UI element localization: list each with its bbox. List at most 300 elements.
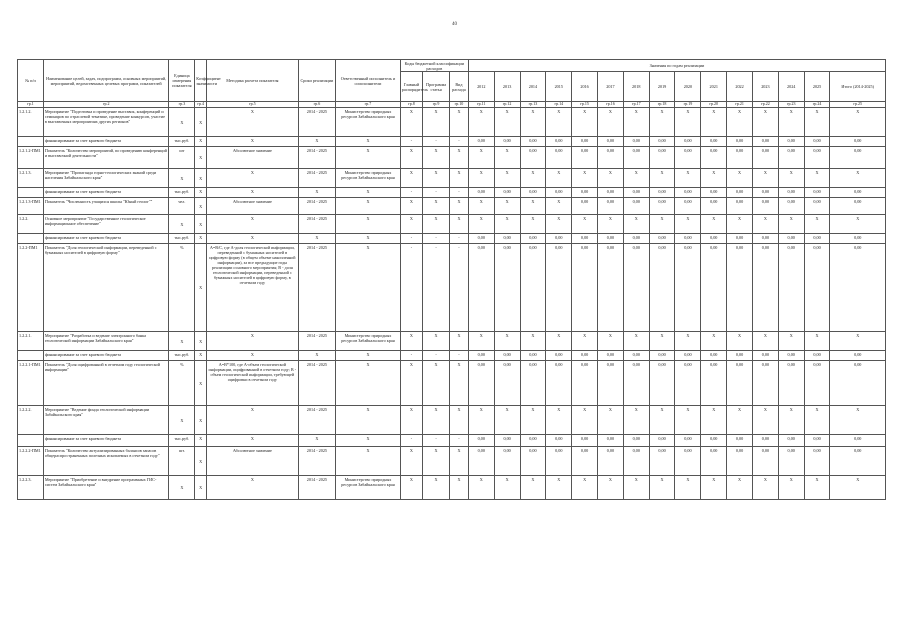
table-cell: 0,00 — [520, 137, 546, 147]
table-cell: 0,00 — [598, 435, 624, 447]
table-cell: Х — [778, 108, 804, 137]
table-cell: Х — [701, 108, 727, 137]
table-cell: Х — [830, 476, 886, 500]
table-cell: 0,00 — [727, 351, 753, 361]
table-cell: Х — [450, 215, 469, 234]
table-cell: Х — [649, 169, 675, 188]
table-cell: Х — [450, 169, 469, 188]
table-cell: 0,00 — [804, 188, 830, 198]
column-number: гр.2 — [43, 102, 169, 108]
table-cell: Х — [468, 215, 494, 234]
table-cell: Х — [298, 351, 336, 361]
table-row — [18, 198, 886, 215]
table-cell: Х — [207, 234, 299, 244]
table-cell: 0,00 — [520, 188, 546, 198]
table-cell: - — [400, 234, 422, 244]
table-cell: Х — [727, 169, 753, 188]
table-cell: Х — [400, 476, 422, 500]
table-cell: Х — [423, 198, 450, 215]
table-cell: 0,00 — [830, 198, 886, 215]
table-cell: 0,00 — [494, 435, 520, 447]
table-cell: 0,00 — [778, 244, 804, 332]
table-cell: Х — [400, 447, 422, 476]
table-cell: 0,00 — [649, 137, 675, 147]
table-cell: Х — [169, 108, 195, 137]
hdr-total: Итого (2014-2025) — [830, 72, 886, 102]
hdr-year: 2014 — [520, 72, 546, 102]
table-cell: Х — [830, 169, 886, 188]
table-cell: Х — [423, 476, 450, 500]
table-cell: Х — [468, 476, 494, 500]
table-cell: Х — [195, 188, 207, 198]
table-cell: 0,00 — [752, 435, 778, 447]
table-cell: - — [423, 137, 450, 147]
table-cell: шт. — [169, 447, 195, 476]
column-number: гр.4 — [195, 102, 207, 108]
table-cell: Х — [298, 234, 336, 244]
table-cell: 0,00 — [572, 244, 598, 332]
table-cell: 0,00 — [572, 198, 598, 215]
table-cell: Х — [336, 406, 401, 435]
table-cell: 0,00 — [778, 447, 804, 476]
page-number: 40 — [452, 22, 457, 27]
table-cell: Х — [195, 234, 207, 244]
table-cell: Х — [598, 215, 624, 234]
table-cell: Х — [195, 447, 207, 476]
column-number: гр.7 — [336, 102, 401, 108]
table-cell: - — [423, 188, 450, 198]
table-cell: 0,00 — [598, 234, 624, 244]
table-cell: Х — [546, 215, 572, 234]
table-cell: Х — [520, 169, 546, 188]
table-cell: Абсолютное значение — [207, 447, 299, 476]
table-cell: 0,00 — [649, 447, 675, 476]
table-cell: Х — [675, 215, 701, 234]
table-cell: - — [423, 435, 450, 447]
table-cell: 0,00 — [572, 234, 598, 244]
table-cell: 0,00 — [494, 244, 520, 332]
table-cell: 0,00 — [546, 435, 572, 447]
table-cell: Х — [423, 108, 450, 137]
table-cell: Х — [649, 332, 675, 351]
table-cell: - — [450, 244, 469, 332]
table-cell: Х — [450, 406, 469, 435]
table-cell: 0,00 — [830, 435, 886, 447]
hdr-bk-col: Главный распорядитель — [400, 72, 422, 102]
table-cell: 0,00 — [727, 447, 753, 476]
table-cell — [18, 351, 44, 361]
table-cell: Х — [468, 169, 494, 188]
column-number: гр.14 — [546, 102, 572, 108]
table-cell: 0,00 — [520, 234, 546, 244]
table-cell: Х — [468, 406, 494, 435]
table-cell: 0,00 — [649, 234, 675, 244]
column-number: гр.8 — [400, 102, 422, 108]
table-cell: 0,00 — [623, 188, 649, 198]
table-cell: 0,00 — [572, 351, 598, 361]
table-cell: 0,00 — [546, 351, 572, 361]
table-cell: Х — [494, 215, 520, 234]
column-number: гр.20 — [701, 102, 727, 108]
table-cell — [18, 188, 44, 198]
table-cell: Х — [701, 215, 727, 234]
table-cell: 0,00 — [598, 137, 624, 147]
table-cell: 0,00 — [830, 351, 886, 361]
table-cell: 0,00 — [752, 147, 778, 169]
table-cell: Х — [727, 108, 753, 137]
hdr-unit: Единица измерения показателя — [169, 60, 195, 102]
table-cell: 0,00 — [804, 435, 830, 447]
table-cell: 0,00 — [804, 447, 830, 476]
table-cell: - — [400, 137, 422, 147]
table-cell: Х — [400, 198, 422, 215]
table-cell: 2014 - 2025 — [298, 244, 336, 332]
table-cell: Х — [450, 108, 469, 137]
table-cell: 0,00 — [727, 234, 753, 244]
table-cell: 0,00 — [546, 147, 572, 169]
table-cell: Х — [778, 332, 804, 351]
table-cell: Х — [598, 108, 624, 137]
column-number: гр.6 — [298, 102, 336, 108]
table-row — [18, 406, 886, 435]
table-cell: - — [450, 435, 469, 447]
table-cell: Х — [830, 406, 886, 435]
table-cell: 2014 - 2025 — [298, 476, 336, 500]
table-cell: 0,00 — [520, 435, 546, 447]
table-cell: 0,00 — [598, 244, 624, 332]
table-cell: Х — [195, 476, 207, 500]
table-cell: 1.2.2-ПМ1 — [18, 244, 44, 332]
table-row — [18, 351, 886, 361]
table-row — [18, 108, 886, 137]
table-cell: Х — [195, 435, 207, 447]
table-cell: Х — [207, 137, 299, 147]
table-cell: Х — [494, 169, 520, 188]
table-cell: Х — [701, 332, 727, 351]
table-cell: финансирование за счет краевого бюджета — [43, 234, 169, 244]
table-cell: Х — [400, 147, 422, 169]
table-cell: Х — [207, 351, 299, 361]
table-cell: Х — [804, 476, 830, 500]
table-cell: 0,00 — [598, 198, 624, 215]
hdr-year: 2012 — [468, 72, 494, 102]
table-cell: 0,00 — [778, 361, 804, 406]
table-cell: Х — [804, 215, 830, 234]
table-cell: Х — [400, 169, 422, 188]
table-cell: Х — [727, 406, 753, 435]
table-cell: Х — [336, 234, 401, 244]
table-cell: финансирование за счет краевого бюджета — [43, 435, 169, 447]
table-cell: Х — [520, 198, 546, 215]
table-cell: 0,00 — [701, 234, 727, 244]
table-cell: 0,00 — [572, 188, 598, 198]
table-cell: Х — [598, 406, 624, 435]
table-cell: Х — [598, 332, 624, 351]
table-cell: 0,00 — [598, 188, 624, 198]
table-cell: Х — [207, 435, 299, 447]
table-cell: - — [400, 435, 422, 447]
column-number: гр.11 — [468, 102, 494, 108]
hdr-num: № п/п — [18, 60, 44, 102]
table-cell: А=В/С, где А-доля геологической информации, переведенной с бумажных носителей в цифровую форму (в общем объеме накопленной информации), за все предыдущие годы реализации основного мероприятия; В - доля геологической информации, переведенной с бумажных носителей в цифровую форму, в отчетном году — [207, 244, 299, 332]
table-cell: 1.2.2.2. — [18, 406, 44, 435]
table-cell: 0,00 — [752, 188, 778, 198]
table-cell: Х — [830, 332, 886, 351]
table-cell: 0,00 — [675, 234, 701, 244]
table-cell: 0,00 — [623, 234, 649, 244]
table-cell: Х — [423, 361, 450, 406]
hdr-method: Методика расчета показателя — [207, 60, 299, 102]
table-cell: 0,00 — [468, 234, 494, 244]
table-cell: 0,00 — [546, 244, 572, 332]
table-cell: Х — [675, 108, 701, 137]
table-cell: Х — [701, 476, 727, 500]
table-cell: Х — [572, 215, 598, 234]
table-cell: Х — [195, 137, 207, 147]
table-cell: Х — [701, 406, 727, 435]
table-cell — [18, 137, 44, 147]
table-cell: 0,00 — [598, 361, 624, 406]
table-cell: Х — [546, 476, 572, 500]
table-cell: Х — [752, 215, 778, 234]
table-cell: 0,00 — [752, 361, 778, 406]
table-cell: А=В*100, где А-объем геологической информации, оцифрованной в отчетном году; В - объем геологической информации, требующей оцифровки в отчетном году — [207, 361, 299, 406]
table-cell: - — [423, 234, 450, 244]
table-cell: 0,00 — [830, 147, 886, 169]
table-cell: Показатель "Количество мероприятий, по проведению конференций и выставочной деятельности" — [43, 147, 169, 169]
table-row — [18, 332, 886, 351]
table-cell: 0,00 — [623, 361, 649, 406]
table-cell: 0,00 — [520, 447, 546, 476]
table-cell: Х — [572, 108, 598, 137]
column-number: гр.17 — [623, 102, 649, 108]
table-cell: Х — [169, 476, 195, 500]
table-cell: Министерство природных ресурсов Забайкальского края — [336, 169, 401, 188]
table-cell: Х — [675, 169, 701, 188]
table-cell: Х — [207, 188, 299, 198]
table-cell: 0,00 — [468, 188, 494, 198]
table-cell: Х — [195, 406, 207, 435]
hdr-coef: Коэффициент значимости — [195, 60, 207, 102]
table-cell: 0,00 — [623, 147, 649, 169]
table-cell: Х — [752, 476, 778, 500]
table-cell: 0,00 — [830, 361, 886, 406]
table-cell: 0,00 — [623, 447, 649, 476]
table-cell: Х — [423, 169, 450, 188]
table-cell: Х — [623, 215, 649, 234]
table-cell: 0,00 — [778, 198, 804, 215]
table-cell: Х — [520, 215, 546, 234]
table-cell: Х — [207, 332, 299, 351]
column-number: гр.25 — [830, 102, 886, 108]
table-cell: Мероприятие "Разработка и ведение электронного банка геологической информации Забайкальского края" — [43, 332, 169, 351]
table-cell: 0,00 — [752, 244, 778, 332]
table-cell: Х — [494, 406, 520, 435]
column-number: гр.19 — [675, 102, 701, 108]
table-cell: - — [450, 137, 469, 147]
table-cell: Х — [494, 332, 520, 351]
table-cell: Х — [450, 476, 469, 500]
table-cell: Х — [400, 108, 422, 137]
hdr-bk-col: Вид расхода — [450, 72, 469, 102]
table-cell: Х — [804, 169, 830, 188]
table-cell: 0,00 — [752, 198, 778, 215]
table-cell: 0,00 — [572, 147, 598, 169]
table-cell: Х — [572, 476, 598, 500]
table-cell: Мероприятие "Ведение фонда геологической информации Забайкальского края" — [43, 406, 169, 435]
table-cell: 0,00 — [830, 188, 886, 198]
table-cell: 0,00 — [572, 435, 598, 447]
table-cell: 1.2.2.1-ПМ1 — [18, 361, 44, 406]
table-cell: Х — [423, 332, 450, 351]
hdr-year: 2013 — [494, 72, 520, 102]
hdr-year: 2018 — [623, 72, 649, 102]
table-cell: 0,00 — [546, 188, 572, 198]
table-cell: - — [450, 351, 469, 361]
table-cell: - — [450, 188, 469, 198]
hdr-period: Сроки реализации — [298, 60, 336, 102]
table-cell: Х — [169, 169, 195, 188]
table-cell: Х — [298, 137, 336, 147]
table-cell: Х — [468, 147, 494, 169]
table-cell: 0,00 — [649, 147, 675, 169]
table-cell: Министерство природных ресурсов Забайкальского края — [336, 332, 401, 351]
table-cell: 0,00 — [701, 188, 727, 198]
table-cell: Х — [336, 188, 401, 198]
table-cell: 0,00 — [520, 361, 546, 406]
table-cell: 0,00 — [701, 198, 727, 215]
table-cell: 0,00 — [494, 361, 520, 406]
hdr-year: 2025 — [804, 72, 830, 102]
hdr-years-group: Значения по годам реализации — [468, 60, 885, 72]
table-cell: Х — [207, 406, 299, 435]
table-cell: Х — [195, 147, 207, 169]
table-cell: 0,00 — [727, 244, 753, 332]
table-cell: Мероприятие "Подготовка и проведение выставок, конференций и семинаров по отраслевой тематике, проведение конкурсов, участие в выставочных мероприятиях других регионов" — [43, 108, 169, 137]
hdr-year: 2015 — [546, 72, 572, 102]
table-cell: 0,00 — [701, 351, 727, 361]
table-cell: Основное мероприятие "Государственное геологическое информационное обеспечение" — [43, 215, 169, 234]
table-cell: Х — [623, 108, 649, 137]
table-cell: Х — [494, 108, 520, 137]
table-cell: Х — [195, 332, 207, 351]
table-cell: Х — [169, 406, 195, 435]
table-cell: Х — [169, 215, 195, 234]
table-row — [18, 234, 886, 244]
table-row — [18, 137, 886, 147]
table-cell: 0,00 — [701, 361, 727, 406]
table-cell: Х — [675, 332, 701, 351]
table-cell: 0,00 — [468, 447, 494, 476]
table-cell: финансирование за счет краевого бюджета — [43, 137, 169, 147]
table-cell: Х — [752, 406, 778, 435]
column-number: гр.12 — [494, 102, 520, 108]
table-cell: 2014 - 2025 — [298, 108, 336, 137]
table-cell: 2014 - 2025 — [298, 147, 336, 169]
table-cell: Х — [649, 215, 675, 234]
hdr-executor: Ответственный исполнитель и соисполнители — [336, 60, 401, 102]
hdr-year: 2024 — [778, 72, 804, 102]
table-cell: 0,00 — [572, 137, 598, 147]
table-cell: 0,00 — [701, 137, 727, 147]
table-cell: Х — [450, 361, 469, 406]
table-cell: Министерство природных ресурсов Забайкальского края — [336, 108, 401, 137]
table-cell: 0,00 — [727, 188, 753, 198]
table-cell: Показатель "Количество актуализированных балансов запасов общераспространенных полезных ископаемых в отчетном году" — [43, 447, 169, 476]
table-cell: чел. — [169, 198, 195, 215]
table-cell: Х — [546, 198, 572, 215]
hdr-year: 2019 — [649, 72, 675, 102]
column-number: гр.13 — [520, 102, 546, 108]
table-cell: 0,00 — [468, 244, 494, 332]
table-cell: Х — [336, 361, 401, 406]
table-cell: Х — [423, 215, 450, 234]
table-row — [18, 169, 886, 188]
table-cell: Х — [468, 108, 494, 137]
program-table — [17, 59, 886, 500]
table-cell: 0,00 — [830, 234, 886, 244]
table-cell: 0,00 — [778, 435, 804, 447]
table-cell: 0,00 — [623, 244, 649, 332]
table-cell: Х — [520, 476, 546, 500]
hdr-year: 2023 — [752, 72, 778, 102]
table-cell: Х — [400, 406, 422, 435]
table-cell: 0,00 — [546, 234, 572, 244]
table-cell: 0,00 — [546, 137, 572, 147]
table-cell: 0,00 — [778, 147, 804, 169]
table-cell: 0,00 — [752, 234, 778, 244]
table-row — [18, 188, 886, 198]
table-cell: Х — [727, 332, 753, 351]
table-cell: Х — [494, 147, 520, 169]
table-cell: 0,00 — [727, 361, 753, 406]
table-cell: 0,00 — [752, 137, 778, 147]
table-cell: - — [400, 188, 422, 198]
table-cell: Х — [546, 108, 572, 137]
table-cell: 2014 - 2025 — [298, 332, 336, 351]
table-cell: 0,00 — [649, 188, 675, 198]
table-cell: 0,00 — [572, 447, 598, 476]
table-cell: Абсолютное значение — [207, 198, 299, 215]
table-cell: 0,00 — [623, 351, 649, 361]
table-cell: Х — [336, 351, 401, 361]
table-cell: Х — [623, 332, 649, 351]
table-cell: 0,00 — [598, 351, 624, 361]
table-cell: 0,00 — [830, 447, 886, 476]
table-cell: - — [450, 234, 469, 244]
table-cell: 0,00 — [520, 244, 546, 332]
table-cell: Х — [623, 169, 649, 188]
table-cell: Х — [623, 476, 649, 500]
table-cell: Х — [520, 332, 546, 351]
table-cell: Х — [546, 169, 572, 188]
hdr-year: 2017 — [598, 72, 624, 102]
table-cell: 1.2.1.3. — [18, 169, 44, 188]
table-cell: 0,00 — [649, 351, 675, 361]
table-cell: 0,00 — [830, 137, 886, 147]
column-number: гр.24 — [804, 102, 830, 108]
table-cell: Х — [450, 447, 469, 476]
table-row — [18, 215, 886, 234]
table-row — [18, 361, 886, 406]
table-cell: 0,00 — [804, 234, 830, 244]
hdr-year: 2022 — [727, 72, 753, 102]
table-cell: Мероприятие "Пропаганда горно-геологических знаний среди населения Забайкальского края" — [43, 169, 169, 188]
table-cell: Х — [169, 332, 195, 351]
table-cell: 0,00 — [830, 244, 886, 332]
table-cell: Х — [195, 361, 207, 406]
table-cell: Показатель "Численность учащихся школы "Юный геолог"" — [43, 198, 169, 215]
